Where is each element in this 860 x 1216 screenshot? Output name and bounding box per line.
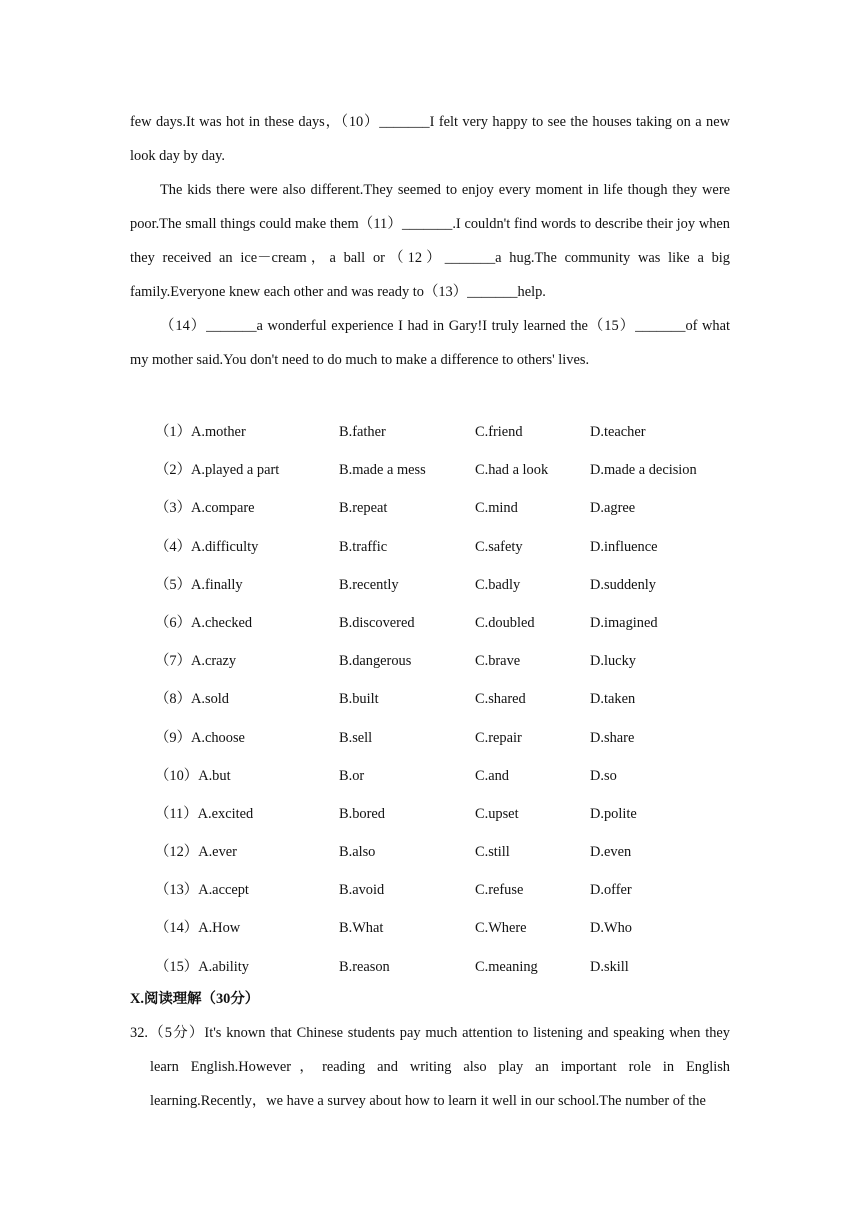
option-a-text: A.ever [198, 844, 237, 861]
option-c: C.meaning [475, 958, 538, 975]
option-b: B.discovered [339, 614, 415, 631]
option-number: （10） [155, 767, 199, 784]
option-a-text: A.How [198, 920, 241, 937]
option-number: （9） [155, 729, 191, 746]
option-row [130, 566, 730, 604]
option-c: C.still [475, 844, 510, 861]
option-number: （8） [155, 691, 191, 708]
option-b: B.traffic [339, 538, 388, 555]
option-row [130, 833, 730, 871]
option-b: B.sell [339, 729, 373, 746]
option-c: C.safety [475, 538, 523, 555]
option-b: B.dangerous [339, 653, 412, 670]
option-number: （13） [155, 882, 199, 899]
option-a [155, 642, 236, 680]
option-row [130, 795, 730, 833]
option-b: B.repeat [339, 500, 388, 517]
option-d: D.imagined [590, 614, 658, 631]
option-a [155, 604, 252, 642]
option-a-text: A.ability [198, 958, 249, 975]
option-row [130, 604, 730, 642]
option-c: C.mind [475, 500, 518, 517]
passage-paragraph-2: The kids there were also different.They seemed to enjoy every moment in life though they were poor.The small things could make them（11）_______.I couldn't find words to describe their joy when they received an ice－cream，a ball or（12）_______a hug.The community was like a big family.Everyone knew each other and was ready to（13）_______help. [130, 182, 730, 300]
question-32: 32.（5分）It's known that Chinese students pay much attention to listening and speaking when they learn English.However，reading and writing also play an important role in English learning.Recently，we have a survey about how to learn it well in our school.The number of the [130, 1024, 730, 1109]
option-row [130, 528, 730, 566]
option-a [155, 757, 231, 795]
option-a [155, 871, 249, 909]
option-d: D.skill [590, 958, 629, 975]
option-d: D.so [590, 767, 617, 784]
option-b: B.bored [339, 805, 385, 822]
option-d: D.teacher [590, 424, 646, 440]
option-row [130, 909, 730, 947]
option-a-text: A.finally [190, 576, 243, 593]
passage-paragraph-1: few days.It was hot in these days，（10）_______I felt very happy to see the houses taking on a new look day by day. [130, 114, 730, 164]
option-row [130, 871, 730, 909]
option-d: D.Who [590, 920, 632, 937]
option-a-text: A.compare [190, 500, 255, 517]
option-number: （12） [155, 844, 199, 861]
option-a-text: A.checked [190, 614, 253, 631]
option-number: （7） [155, 653, 191, 670]
option-c: C.Where [475, 920, 527, 937]
option-a-text: A.accept [198, 882, 249, 899]
option-number: （1） [155, 424, 191, 440]
option-a-text: A.but [198, 767, 231, 784]
document-page [130, 105, 730, 1118]
option-d: D.offer [590, 882, 632, 899]
option-number: （14） [155, 920, 199, 937]
option-d: D.agree [590, 500, 636, 517]
option-number: （11） [155, 805, 198, 822]
option-a [155, 528, 258, 566]
option-a-text: A.choose [190, 729, 245, 746]
option-a-text: A.sold [190, 691, 229, 708]
option-c: C.friend [475, 424, 523, 440]
option-a [155, 833, 237, 871]
option-b: B.reason [339, 958, 390, 975]
options-list [130, 413, 730, 986]
option-a [155, 680, 229, 718]
option-a [155, 566, 243, 604]
option-c: C.shared [475, 691, 526, 708]
option-a-text: A.excited [197, 805, 254, 822]
option-row [130, 451, 730, 489]
option-b: B.or [339, 767, 365, 784]
option-a-text: A.crazy [190, 653, 237, 670]
option-d: D.taken [590, 691, 636, 708]
option-c: C.badly [475, 576, 521, 593]
option-b: B.What [339, 920, 384, 937]
passage-paragraph-3: （14）_______a wonderful experience I had in Gary!I truly learned the（15）_______of what my mother said.You don't need to do much to make a difference to others' lives. [130, 318, 730, 368]
option-c: C.upset [475, 805, 519, 822]
option-row [130, 413, 730, 451]
option-d: D.polite [590, 805, 637, 822]
option-b: B.built [339, 691, 379, 708]
option-d: D.made a decision [590, 462, 697, 479]
option-c: C.and [475, 767, 509, 784]
option-a-text: A.mother [190, 424, 246, 440]
section-title: X.阅读理解（30分） [130, 990, 260, 1007]
option-number: （15） [155, 958, 199, 975]
option-c: C.doubled [475, 614, 535, 631]
option-d: D.influence [590, 538, 658, 555]
option-row [130, 489, 730, 527]
option-d: D.even [590, 844, 632, 861]
option-b: B.made a mess [339, 462, 426, 479]
option-number: （2） [155, 462, 191, 479]
option-b: B.also [339, 844, 376, 861]
option-b: B.recently [339, 576, 399, 593]
option-row [130, 680, 730, 718]
option-row [130, 642, 730, 680]
option-row [130, 757, 730, 795]
option-a [155, 451, 279, 489]
option-b: B.avoid [339, 882, 385, 899]
option-number: （3） [155, 500, 191, 517]
option-row [130, 719, 730, 757]
option-a [155, 719, 245, 757]
option-c: C.brave [475, 653, 521, 670]
option-number: （5） [155, 576, 191, 593]
option-a [155, 413, 246, 451]
option-c: C.repair [475, 729, 522, 746]
option-c: C.had a look [475, 462, 549, 479]
option-d: D.suddenly [590, 576, 656, 593]
option-number: （4） [155, 538, 191, 555]
option-number: （6） [155, 614, 191, 631]
option-row [130, 948, 730, 986]
option-a [155, 795, 253, 833]
option-a-text: A.played a part [190, 462, 280, 479]
option-d: D.lucky [590, 653, 636, 670]
option-a [155, 948, 249, 986]
option-b: B.father [339, 424, 386, 440]
option-c: C.refuse [475, 882, 524, 899]
option-a-text: A.difficulty [190, 538, 259, 555]
option-a [155, 909, 240, 947]
option-d: D.share [590, 729, 635, 746]
option-a [155, 489, 255, 527]
